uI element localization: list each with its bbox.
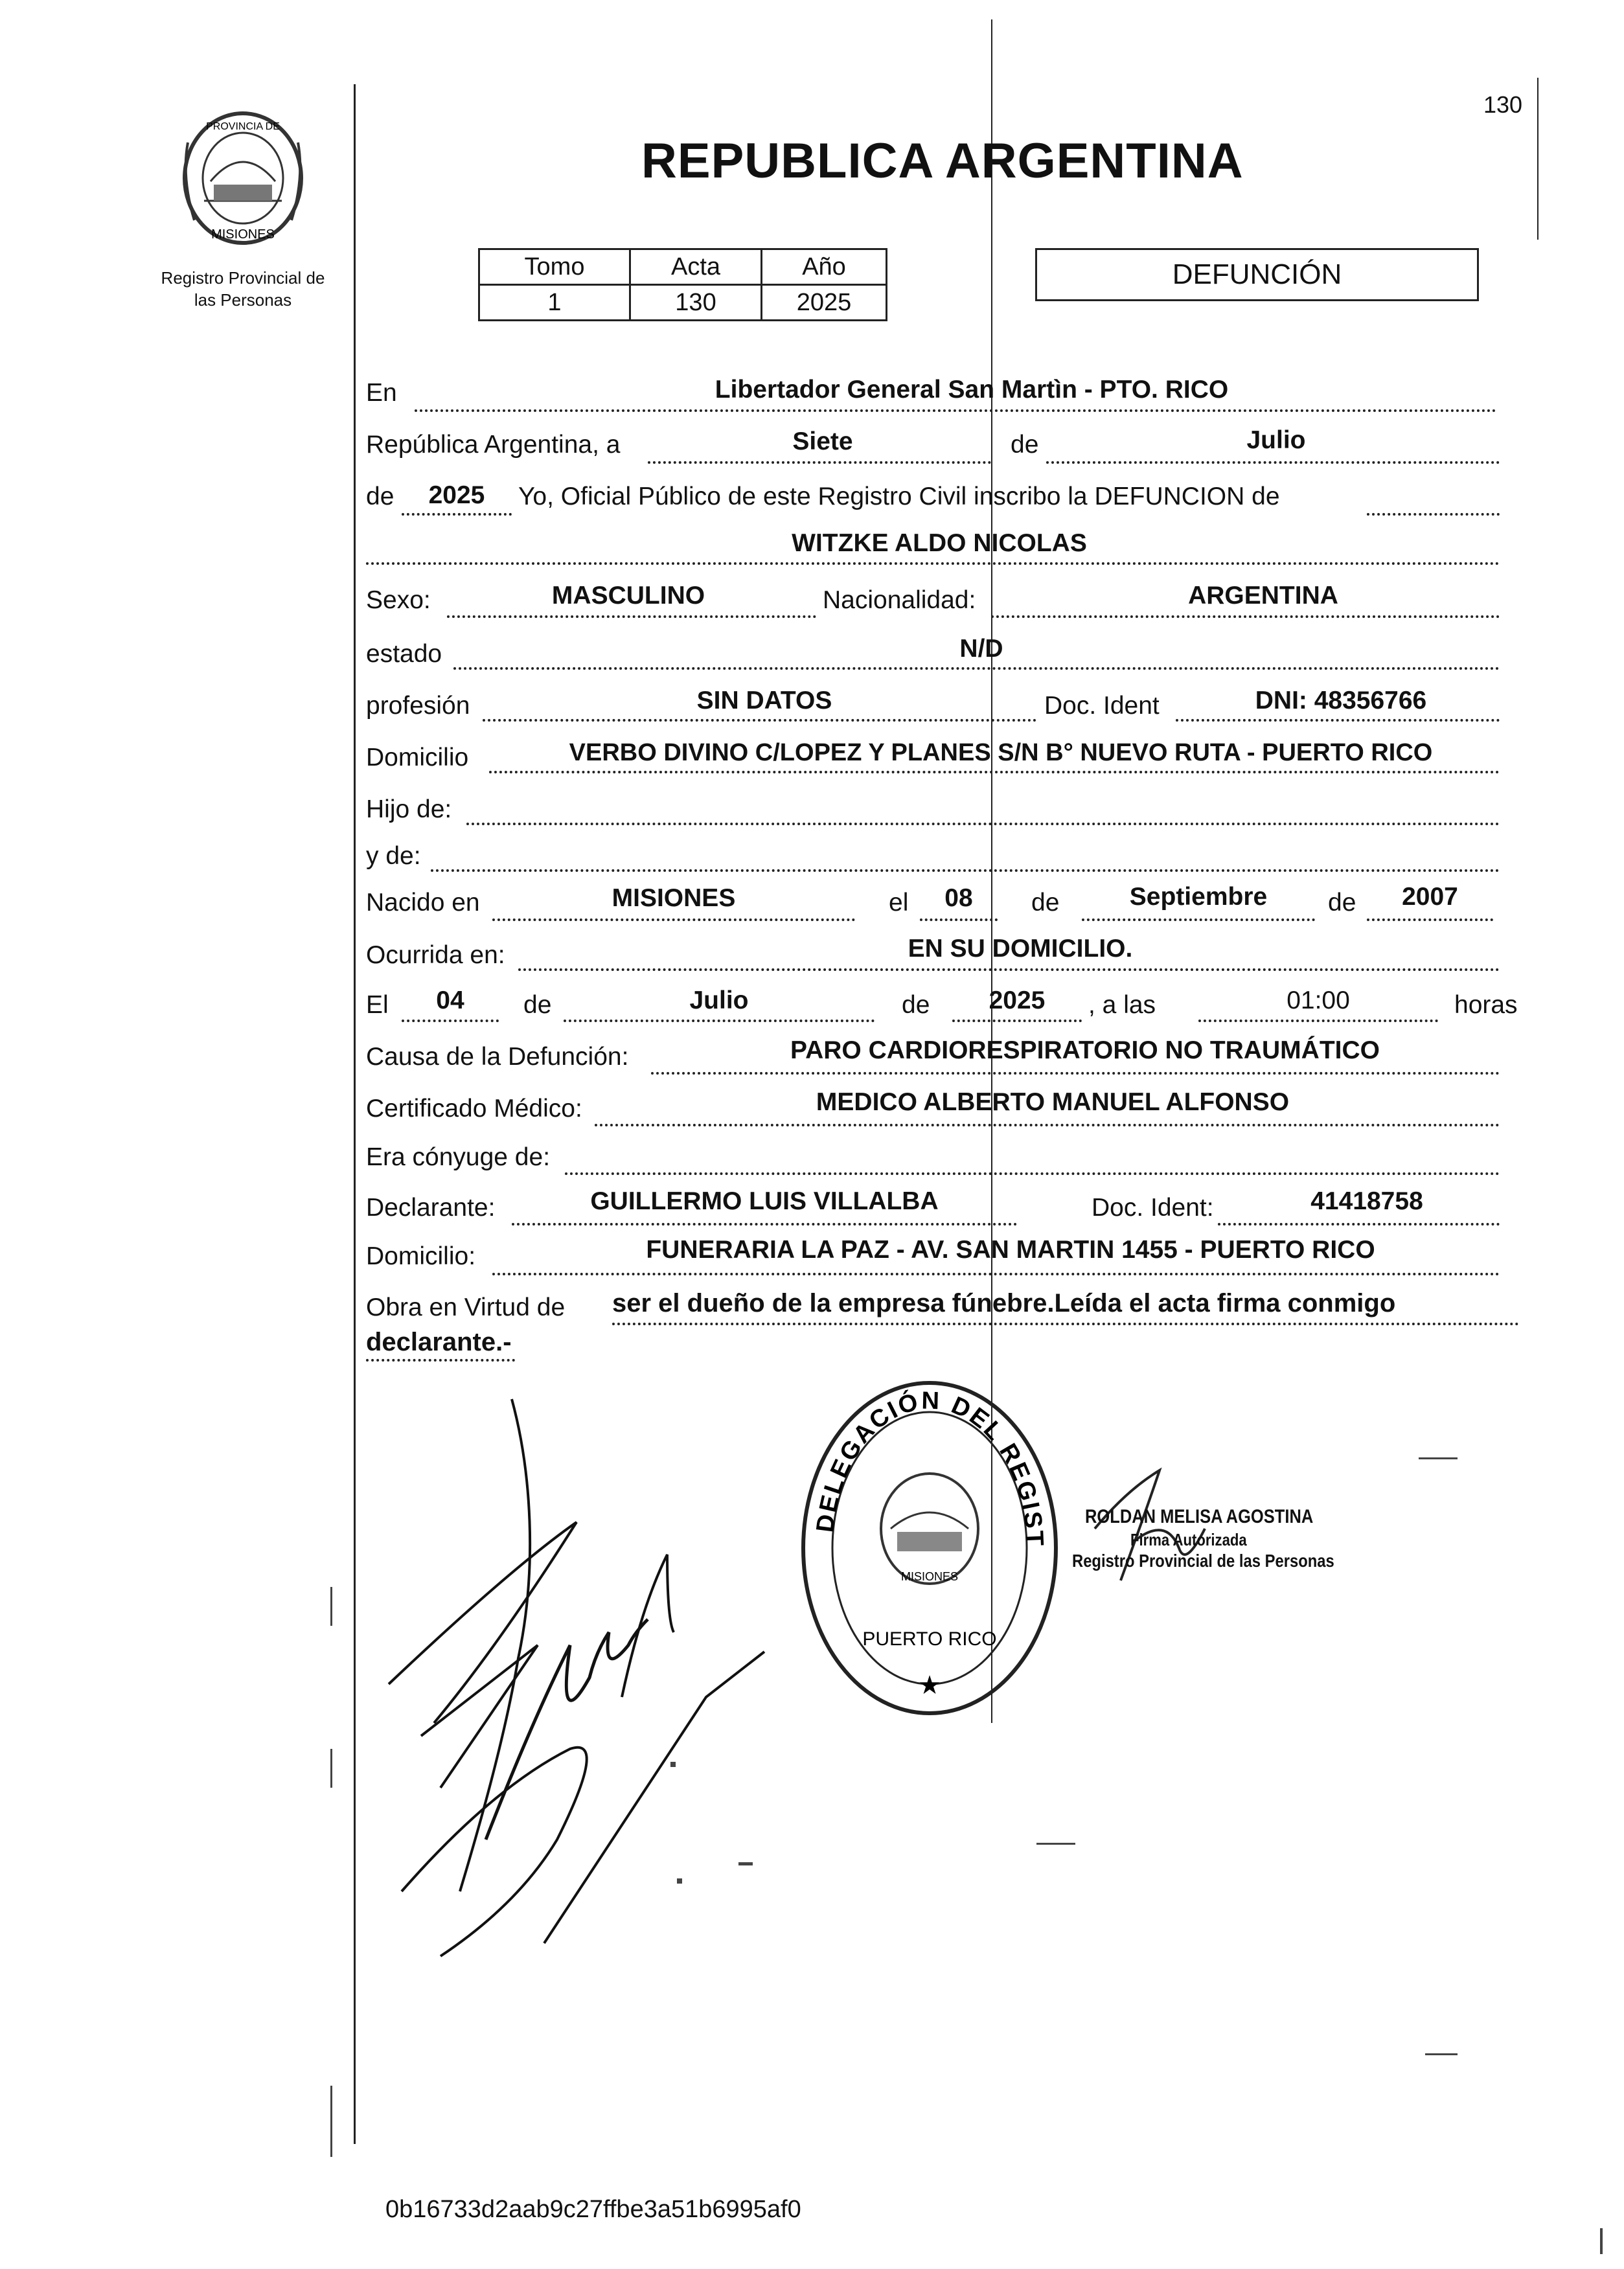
profesion-dots — [483, 719, 1036, 722]
death-month: Julio — [689, 986, 749, 1014]
causa-dots — [651, 1072, 1500, 1075]
domicilio-label: Domicilio — [366, 744, 469, 771]
scan-mark — [330, 2086, 332, 2157]
nacido-label: Nacido en — [366, 889, 480, 917]
province-seal — [175, 104, 311, 253]
estado-dots — [453, 667, 1500, 670]
document-hash: 0b16733d2aab9c27ffbe3a51b6995af0 — [385, 2196, 801, 2223]
obra-value: ser el dueño de la empresa fúnebre.Leída el acta firma conmigo — [612, 1289, 1396, 1317]
causa-value: PARO CARDIORESPIRATORIO NO TRAUMÁTICO — [790, 1036, 1380, 1064]
declarante-value: GUILLERMO LUIS VILLALBA — [590, 1187, 939, 1215]
birth-day: 08 — [944, 884, 973, 912]
table-header-tomo: Tomo — [479, 249, 630, 285]
official-role: Firma Autorizada — [1130, 1530, 1247, 1549]
nacionalidad-label: Nacionalidad: — [823, 586, 976, 614]
domicilio2-value: FUNERARIA LA PAZ - AV. SAN MARTIN 1455 - PUERTO RICO — [646, 1236, 1375, 1264]
nacido-dots — [492, 918, 855, 921]
hijo-label: Hijo de: — [366, 795, 452, 823]
inscribo-dots — [1367, 513, 1500, 516]
birth-year-dots — [1367, 918, 1493, 921]
death-day-dots — [402, 1020, 499, 1022]
domicilio-value: VERBO DIVINO C/LOPEZ Y PLANES S/N B° NUEVO RUTA - PUERTO RICO — [569, 739, 1433, 766]
conyuge-dots — [565, 1172, 1500, 1175]
en-label: En — [366, 379, 397, 407]
day-value: Siete — [792, 428, 853, 455]
year-dots — [402, 513, 512, 516]
record-table-value-row — [479, 285, 887, 321]
conyuge-label: Era cónyuge de: — [366, 1143, 551, 1171]
sexo-value: MASCULINO — [551, 582, 705, 610]
el-date-label: El — [366, 991, 389, 1019]
scan-mark — [1419, 1457, 1458, 1459]
causa-label: Causa de la Defunción: — [366, 1043, 629, 1071]
nacionalidad-value: ARGENTINA — [1188, 582, 1338, 610]
de-label: de — [1011, 431, 1039, 459]
scan-mark — [1036, 1843, 1075, 1845]
nacido-value: MISIONES — [612, 884, 736, 912]
record-table — [478, 248, 887, 321]
month-value: Julio — [1246, 426, 1306, 454]
day-dots — [648, 461, 991, 464]
birth-year: 2007 — [1402, 883, 1458, 911]
doc-value: DNI: 48356766 — [1255, 687, 1427, 714]
doc-dots — [1176, 719, 1500, 722]
estado-label: estado — [366, 640, 442, 668]
estado-value: N/D — [959, 635, 1003, 663]
declarant-signature — [363, 1373, 881, 1979]
de-death-year-label: de — [902, 991, 930, 1019]
de-year-label: de — [366, 483, 395, 510]
record-table-header-row — [479, 249, 887, 285]
obra-label: Obra en Virtud de — [366, 1294, 566, 1321]
certificado-value: MEDICO ALBERTO MANUEL ALFONSO — [816, 1088, 1290, 1116]
record-type-label: DEFUNCIÓN — [1172, 258, 1342, 290]
sexo-label: Sexo: — [366, 586, 431, 614]
obra-dots-2 — [366, 1359, 515, 1362]
en-dots — [415, 409, 1496, 412]
registry-line-2: las Personas — [194, 290, 292, 310]
registry-caption — [139, 267, 347, 311]
page-number: 130 — [1483, 91, 1523, 118]
doc2-dots — [1218, 1223, 1500, 1226]
de-birth-month-label: de — [1031, 889, 1060, 917]
right-margin-rule — [1537, 78, 1538, 240]
birth-month: Septiembre — [1129, 883, 1268, 911]
scan-mark — [670, 1762, 676, 1767]
inscribo-text: Yo, Oficial Público de este Registro Civil inscribo la DEFUNCION de — [518, 483, 1280, 510]
alas-label: , a las — [1088, 991, 1156, 1019]
official-org: Registro Provincial de las Personas — [1072, 1551, 1334, 1571]
table-header-anio: Año — [762, 249, 887, 285]
ocurrida-value: EN SU DOMICILIO. — [908, 935, 1133, 963]
el-label: el — [889, 889, 909, 917]
horas-label: horas — [1454, 991, 1518, 1019]
declarante-label: Declarante: — [366, 1194, 496, 1222]
page-title: REPUBLICA ARGENTINA — [641, 133, 1244, 188]
svg-text:★: ★ — [918, 1670, 941, 1700]
scan-mark — [738, 1862, 753, 1865]
stamp-center-text: MISIONES — [900, 1570, 959, 1583]
doc2-label: Doc. Ident: — [1092, 1194, 1214, 1222]
declarante-dots — [512, 1223, 1017, 1226]
ocurrida-label: Ocurrida en: — [366, 941, 505, 969]
obra-value-2: declarante.- — [366, 1328, 512, 1356]
stamp-bottom-text: PUERTO RICO — [862, 1628, 997, 1650]
scan-mark — [677, 1878, 682, 1884]
obra-dots — [612, 1323, 1519, 1325]
death-time: 01:00 — [1287, 986, 1350, 1014]
year-value: 2025 — [428, 481, 485, 509]
birth-month-dots — [1082, 918, 1315, 921]
sexo-dots — [447, 615, 816, 618]
profesion-value: SIN DATOS — [696, 687, 832, 714]
left-margin-rule — [354, 84, 356, 2144]
hijo-dots — [466, 823, 1500, 825]
death-month-dots — [564, 1020, 875, 1022]
table-value-anio: 2025 — [762, 285, 887, 321]
certificado-label: Certificado Médico: — [366, 1095, 582, 1123]
yde-label: y de: — [366, 842, 421, 870]
republica-label: República Argentina, a — [366, 431, 621, 459]
stamp-ring-text: DELEGACIÓN DEL REGIST — [811, 1387, 1049, 1549]
birth-day-dots — [920, 918, 998, 921]
scan-mark — [1425, 2053, 1458, 2055]
domicilio2-dots — [492, 1273, 1500, 1275]
scan-mark — [330, 1587, 332, 1626]
official-name: ROLDAN MELISA AGOSTINA — [1085, 1506, 1314, 1527]
ocurrida-dots — [518, 968, 1500, 971]
domicilio2-label: Domicilio: — [366, 1242, 476, 1270]
death-day: 04 — [436, 986, 464, 1014]
month-dots — [1046, 461, 1500, 464]
scan-mark — [1600, 2228, 1603, 2254]
nacionalidad-dots — [991, 615, 1500, 618]
seal-top-text: PROVINCIA DE — [206, 121, 280, 132]
en-value: Libertador General San Martìn - PTO. RICO — [715, 376, 1229, 404]
seal-bottom-text: MISIONES — [211, 227, 275, 242]
deceased-name: WITZKE ALDO NICOLAS — [792, 529, 1087, 557]
death-year-dots — [952, 1020, 1082, 1022]
certificado-dots — [595, 1124, 1500, 1126]
name-dots — [366, 562, 1500, 565]
domicilio-dots — [489, 771, 1500, 773]
scan-mark — [330, 1749, 332, 1788]
death-year: 2025 — [989, 986, 1046, 1014]
table-value-acta: 130 — [630, 285, 762, 321]
de-death-month-label: de — [523, 991, 552, 1019]
doc2-value: 41418758 — [1310, 1187, 1423, 1215]
doc-label: Doc. Ident — [1044, 692, 1160, 720]
death-time-dots — [1198, 1020, 1438, 1022]
record-type-box — [1035, 248, 1479, 301]
de-birth-year-label: de — [1328, 889, 1356, 917]
profesion-label: profesión — [366, 692, 470, 720]
table-header-acta: Acta — [630, 249, 762, 285]
registry-line-1: Registro Provincial de — [161, 268, 325, 288]
yde-dots — [431, 869, 1500, 872]
table-value-tomo: 1 — [479, 285, 630, 321]
